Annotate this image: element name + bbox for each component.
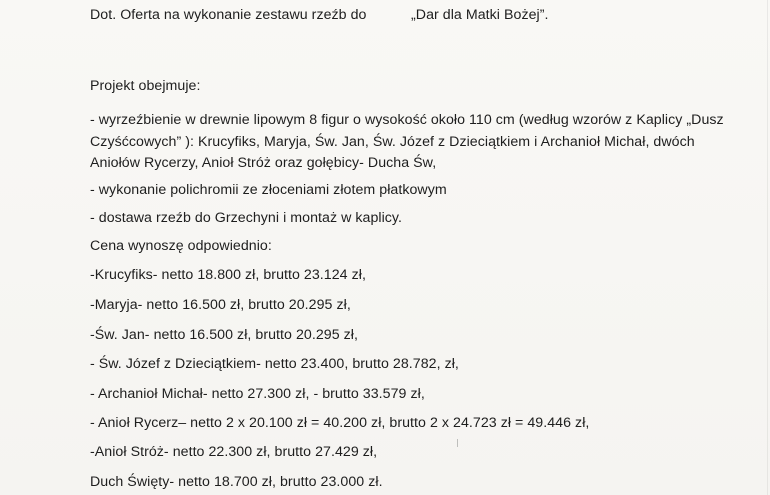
price-line-aniol-stroz: -Anioł Stróż- netto 22.300 zł, brutto 27.429 zł,: [90, 444, 378, 460]
price-intro: Cena wynoszę odpowiednio:: [90, 238, 272, 254]
scope-item-3: - dostawa rzeźb do Grzechyni i montaż w kaplicy.: [90, 210, 403, 226]
price-line-sw-jozef: - Św. Józef z Dzieciątkiem- netto 23.400, brutto 28.782, zł,: [90, 356, 459, 372]
scope-item-1-line-1: - wyrzeźbienie w drewnie lipowym 8 figur o wysokość około 110 cm (według wzorów z Kaplicy „Dusz: [90, 112, 724, 128]
price-line-duch-swiety: Duch Święty- netto 18.700 zł, brutto 23.000 zł.: [90, 474, 383, 490]
price-line-sw-jan: -Św. Jan- netto 16.500 zł, brutto 20.295 zł,: [90, 327, 358, 343]
price-line-aniol-rycerz: - Anioł Rycerz– netto 2 x 20.100 zł = 40.200 zł, brutto 2 x 24.723 zł = 49.446 zł,: [90, 415, 590, 431]
price-line-krucyfiks: -Krucyfiks- netto 18.800 zł, brutto 23.124 zł,: [90, 267, 366, 283]
scan-speck: [457, 439, 458, 447]
section-heading: Projekt obejmuje:: [90, 78, 201, 94]
scope-item-1-line-3: Aniołów Rycerzy, Anioł Stróż oraz gołębicy- Ducha Św,: [90, 155, 437, 171]
subject-title: „Dar dla Matki Bożej”.: [411, 7, 549, 23]
price-line-archaniol-michal: - Archanioł Michał- netto 27.300 zł, - brutto 33.579 zł,: [90, 386, 425, 402]
scan-edge: [767, 0, 768, 495]
scope-item-2: - wykonanie polichromii ze złoceniami złotem płatkowym: [90, 182, 447, 198]
price-line-maryja: -Maryja- netto 16.500 zł, brutto 20.295 zł,: [90, 297, 351, 313]
scope-item-1-line-2: Czyśćcowych” ): Krucyfiks, Maryja, Św. Jan, Św. Józef z Dzieciątkiem i Archanioł Michał, dwóch: [90, 134, 695, 150]
subject-prefix: Dot. Oferta na wykonanie zestawu rzeźb do: [90, 7, 367, 23]
